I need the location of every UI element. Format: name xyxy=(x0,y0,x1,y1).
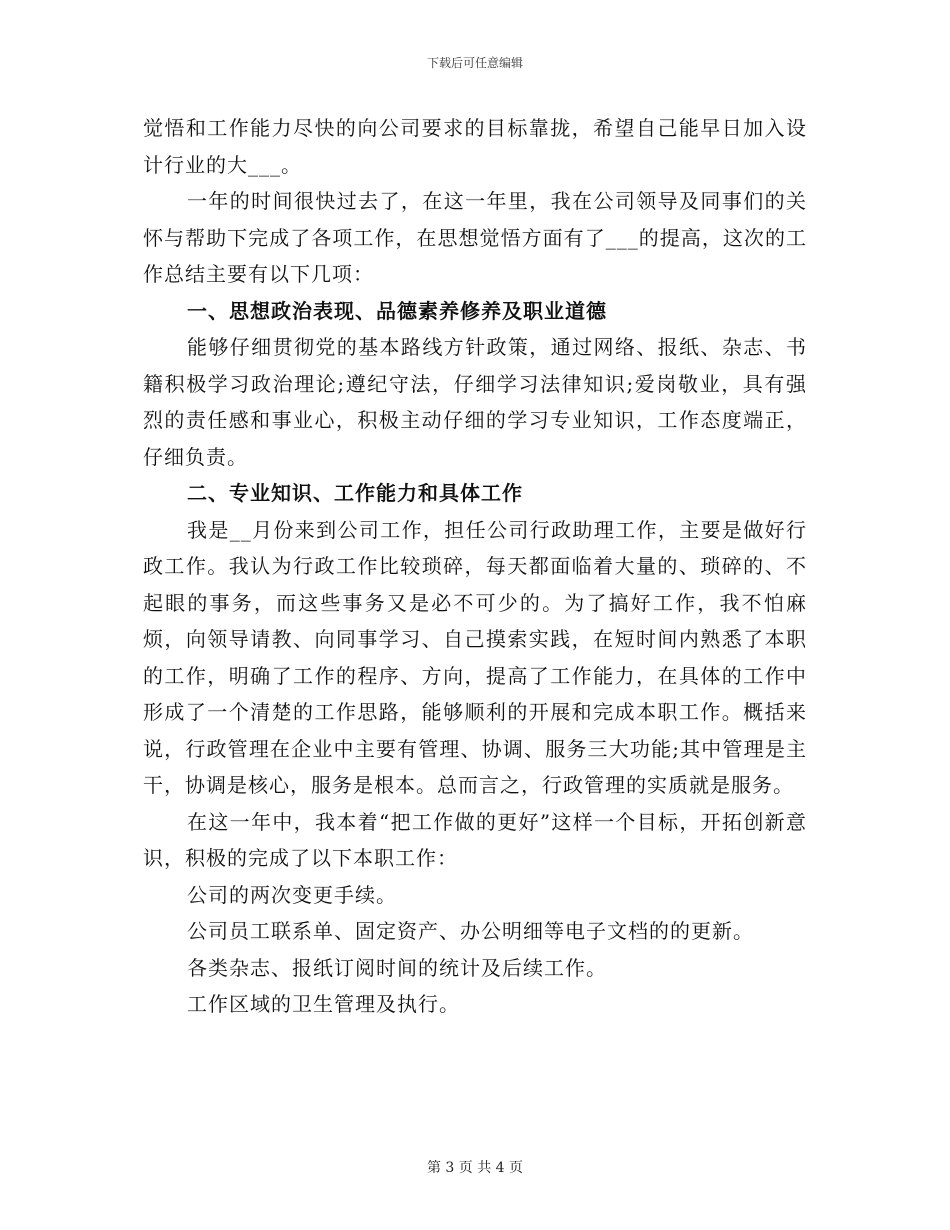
list-item: 各类杂志、报纸订阅时间的统计及后续工作。 xyxy=(187,955,607,980)
paragraph-intro: 一年的时间很快过去了，在这一年里，我在公司领导及同事们的关怀与帮助下完成了各项工作，在思想觉悟方面有了___的提高，这次的工作总结主要有以下几项： xyxy=(143,189,807,286)
section-heading-2: 二、专业知识、工作能力和具体工作 xyxy=(187,481,523,505)
paragraph-continuation: 觉悟和工作能力尽快的向公司要求的目标靠拢，希望自己能早日加入设计行业的大___。 xyxy=(143,116,807,177)
paragraph-political: 能够仔细贯彻党的基本路线方针政策，通过网络、报纸、杂志、书籍积极学习政治理论;遵纪守法，仔细学习法律知识;爱岗敬业，具有强烈的责任感和事业心，积极主动仔细的学习专业知识，工作态度端正，仔细负责。 xyxy=(143,335,807,469)
paragraph-work: 我是__月份来到公司工作，担任公司行政助理工作，主要是做好行政工作。我认为行政工作比较琐碎，每天都面临着大量的、琐碎的、不起眼的事务，而这些事务又是必不可少的。为了搞好工作，我不怕麻烦，向领导请教、向同事学习、自己摸索实践，在短时间内熟悉了本职的工作，明确了工作的程序、方向，提高了工作能力，在具体的工作中形成了一个清楚的工作思路，能够顺利的开展和完成本职工作。概括来说，行政管理在企业中主要有管理、协调、服务三大功能;其中管理是主干，协调是核心，服务是根本。总而言之，行政管理的实质就是服务。 xyxy=(143,517,807,797)
list-item: 公司员工联系单、固定资产、办公明细等电子文档的的更新。 xyxy=(187,919,754,943)
paragraph-goal: 在这一年中，我本着“把工作做的更好”这样一个目标，开拓创新意识，积极的完成了以下本职工作： xyxy=(143,809,807,870)
list-item: 工作区域的卫生管理及执行。 xyxy=(187,992,460,1016)
page-number: 第 3 页 共 4 页 xyxy=(426,1160,524,1176)
section-heading-1: 一、思想政治表现、品德素养修养及职业道德 xyxy=(187,298,607,323)
page-header: 下载后可任意编辑 xyxy=(426,56,523,70)
document-body xyxy=(143,110,807,1023)
list-item: 公司的两次变更手续。 xyxy=(187,882,397,907)
